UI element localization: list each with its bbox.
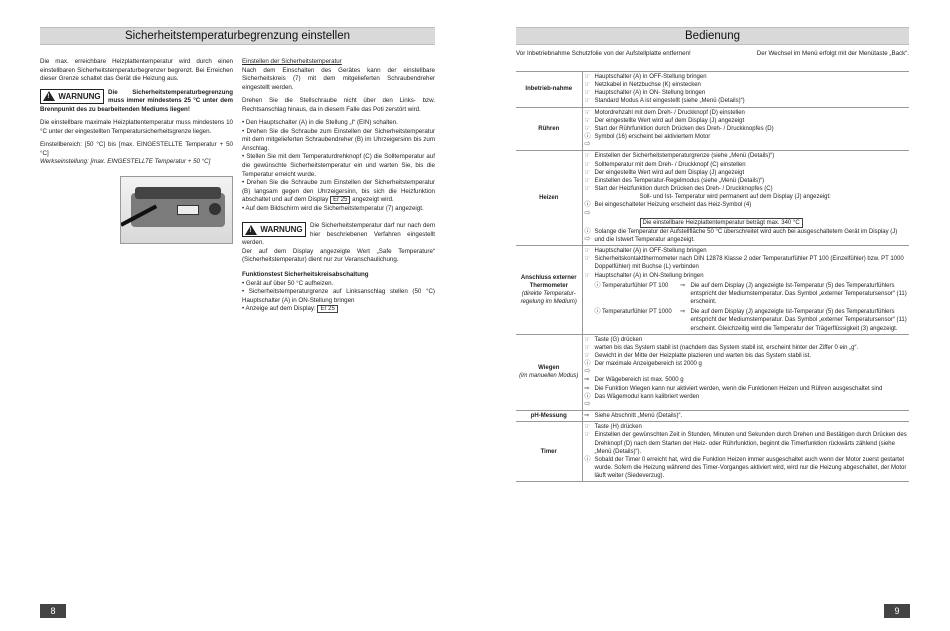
list-item: ☞ Hauptschalter (A) in ON- Stellung bringen <box>584 90 706 97</box>
section-content <box>582 72 909 108</box>
section-content <box>582 246 909 335</box>
list-item: • Sicherheitstemperaturgrenze auf Linksanschlag stellen (50 °C) Hauptschalter (A) in ON-Stellung bringen <box>242 288 435 304</box>
list-item: ⇨ Siehe Abschnitt „Menü (Details)“. <box>584 413 683 420</box>
pointing-hand-icon: ☞ <box>584 74 590 80</box>
intro-text-a: Vor Inbetriebnahme Schutzfolie von der Aufstellplatte entfernen! <box>516 50 691 57</box>
list-item: Die einstellbare Heizplattentemperatur beträgt max. 340 °C <box>585 218 908 228</box>
arrow-icon: ⇨ <box>584 385 590 392</box>
setup-intro: Nach dem Einschalten des Gerätes kann der einstellbare Sicherheitskreis (7) mit dem mitgelieferten Schraubendreher eingestellt werden. <box>242 66 435 91</box>
pointing-hand-icon: ☞ <box>584 177 590 184</box>
pointing-hand-icon: ☞ <box>584 272 590 279</box>
section-content <box>582 107 909 151</box>
pointing-hand-icon: ☞ <box>584 336 590 343</box>
list-item: ☞ Einstellen der gewünschten Zeit in Stunden, Minuten und Sekunden durch Drehen und Bestätigen durch Drücken des Drehknopf (D) nach dem Starten der Heiz- oder Rührfunktion, beginnt die Timerfunktion rückwärts zählend (siehe „Menü (Details)“). <box>584 432 907 455</box>
section-label: pH-Messung <box>516 411 582 422</box>
section-title: Bedienung <box>685 30 740 42</box>
pointing-hand-icon: ☞ <box>584 169 590 176</box>
section-content <box>582 151 909 246</box>
list-item: ☞ Standard Modus A ist eingestellt (siehe „Menü (Details)“) <box>584 98 745 105</box>
section-label: Heizen <box>516 151 582 246</box>
warning-text-2: Die Sicherheitstemperatur darf nur nach dem hier beschriebenen Verfahren eingestellt werden. <box>242 222 435 247</box>
pointing-hand-icon: ☞ <box>584 432 590 439</box>
list-item: ☞ Hauptschalter (A) in OFF-Stellung bringen <box>584 74 707 80</box>
pointing-hand-icon: ☞ <box>584 98 590 105</box>
arrow-icon: ⇨ <box>680 282 686 289</box>
list-item: ⇨ Die Funktion Wiegen kann nur aktiviert werden, wenn die Funktionen Heizen und Rühren ausgeschaltet sind <box>584 385 883 392</box>
list-item: ☞ Start der Rührfunktion durch Drücken des Dreh- / Druckknopfes (D) <box>584 125 774 132</box>
list-item: ⓘ Sobald der Timer 0 erreicht hat, wird die Funktion Heizen immer ausgeschaltet auch wenn der Motor zuerst gestartet wurde. Sofern die Heizung während des Timer-Vorganges aktiviert wird, wird nur die Heizung abgeschaltet, der Motor läuft weiter (Siedeverzug). <box>584 456 907 480</box>
range-text: Einstellbereich: [50 °C] bis [max. EINGESTELLTE Temperatur + 50 °C] <box>40 141 233 157</box>
info-icon: ⓘ ⇨ <box>584 228 591 243</box>
list-item: ⇨ Der Wägebereich ist max. 5000 g <box>584 377 684 384</box>
list-item: ☞ Einstellen des Temperatur-Regelmodus (siehe „Menü (Details)“) <box>584 177 765 184</box>
warning-block-2 <box>242 222 435 248</box>
list-item: ☞ Taste (H) drücken <box>584 424 642 431</box>
arrow-icon <box>630 193 640 201</box>
section-content <box>582 422 909 482</box>
list-item: ⓘ ⇨ Solange die Temperatur der Aufstellfläche 50 °C überschreitet wird auch bei ausgeschaltetem Gerät im Display (J) und die Istwert Temperatur angezeigt. <box>584 228 898 243</box>
display-readout: Er 25 <box>317 305 337 313</box>
max-temp-paragraph: Die einstellbare maximale Heizplattentemperatur muss mindestens 10 °C unter der eingestellten Temperatursicherheitsgrenze liegen. <box>40 119 233 135</box>
list-item: Soll- und Ist- Temperatur wird permanent auf dem Display (J) angezeigt: <box>585 193 908 201</box>
intro-paragraph: Die max. erreichbare Heizplattentemperatur wird durch einen einstellbaren Sicherheitstemperaturbegrenzer begrenzt. Bei Erreichen dieser Grenze schaltet das Gerät die Heizung aus. <box>40 58 233 83</box>
safe-temp-paragraph: Der auf dem Display angezeigte Wert „Safe Temperature“ (Sicherheitstemperatur) dient nur zur Veranschaulichung. <box>242 247 435 264</box>
table-row <box>516 151 909 246</box>
sensor-row: ⓘ Temperaturfühler PT 1000 ⇨ Die auf dem Display (J) angezeigte Ist-Temperatur (5) des Temperaturfühlers entspricht der Mediumstemperatur. Das Symbol „externer Temperatursensor“ (11) erscheint. Gleichzeitig wird die Temperatur der Trägerflüssigkeit (3) angezeigt. <box>594 309 907 332</box>
table-row <box>516 422 909 482</box>
pointing-hand-icon: ☞ <box>584 125 590 132</box>
list-item: ☞ Gewicht in der Mitte der Heizplatte plazieren und warten bis das System stabil ist. <box>584 353 811 359</box>
list-item: • Auf dem Bildschirm wird die Sicherheitstemperatur (7) angezeigt. <box>242 204 424 212</box>
table-row <box>516 72 909 108</box>
intro-line <box>516 50 909 59</box>
section-label: Wiegen (im manuellen Modus) <box>516 334 582 410</box>
pointing-hand-icon: ☞ <box>584 161 590 168</box>
list-item: ☞ Sicherheitskontaktthermometer nach DIN 12878 Klasse 2 oder Temperaturfühler PT 100 (Einzelfühler) bzw. PT 1000 Doppelfühler) mit Buchse (L) verbinden <box>584 256 904 271</box>
arrow-icon: ⇨ <box>584 377 590 384</box>
section-label: Anschluss externer Thermometer (direkte Temperatur-regelung im Medium) <box>516 246 582 335</box>
page-number: 9 <box>884 604 910 618</box>
pointing-hand-icon: ☞ <box>584 109 590 116</box>
list-item: • Anzeige auf dem Display: Er 25 <box>242 305 435 314</box>
list-item: • Drehen Sie die Schraube zum Einstellen der Sicherheitstemperatur mit dem mitgelieferten Schraubendreher (B) im Uhrzeigersinn bis zum Anschlag. <box>242 127 435 152</box>
page-number: 8 <box>40 604 66 618</box>
list-item: ☞ Taste (G) drücken <box>584 336 643 343</box>
pointing-hand-icon: ☞ <box>584 153 590 160</box>
warning-text-1: Die Sicherheitstemperaturbegrenzung muss immer mindestens 25 °C unter dem Brennpunkt des zu bearbeitenden Mediums liegen! <box>40 88 233 113</box>
list-item: ☞ Motordrehzahl mit dem Dreh- / Druckknopf (D) einstellen <box>584 109 745 116</box>
right-page <box>475 0 950 631</box>
list-item: ☞ Netzkabel in Netzbuchse (K) einstecken <box>584 82 701 89</box>
pointing-hand-icon: ☞ <box>584 248 590 255</box>
pointing-hand-icon: ☞ <box>584 186 590 193</box>
list-item: ⓘ ⇨ Der maximale Anzeigebereich ist 2000 g <box>584 361 702 376</box>
pointing-hand-icon: ☞ <box>584 424 590 431</box>
section-label: Rühren <box>516 107 582 151</box>
test-heading: Funktionstest Sicherheitskreisabschaltung <box>242 271 369 279</box>
list-item: ☞ Hauptschalter (A) in OFF-Stellung bringen <box>584 248 707 255</box>
list-item: • Drehen Sie die Schraube zum Einstellen der Sicherheitstemperatur (B) langsam gegen den Uhrzeigersinn, bis sich die Heizfunktion abschaltet und auf dem Display Er 25 angezeigt wird. <box>242 179 435 204</box>
device-illustration <box>120 176 233 244</box>
arrow-icon: ⇨ <box>584 413 590 420</box>
table-row <box>516 411 909 422</box>
list-item: ⓘ ⇨ Das Wägemodul kann kalibriert werden <box>584 393 700 408</box>
arrow-icon <box>630 218 640 228</box>
table-row <box>516 246 909 335</box>
list-item: ☞ warten bis das System stabil ist (nachdem das System stabil ist, erscheint hinter der Ziffer 0 ein „g“. <box>584 344 859 351</box>
warning-badge: ! WARNUNG <box>40 89 104 104</box>
pointing-hand-icon: ☞ <box>584 90 590 97</box>
steps-list <box>242 119 435 213</box>
info-icon: ⓘ <box>584 456 591 463</box>
list-item: • Stellen Sie mit dem Temperaturdrehknopf (C) die Solltemperatur auf die gewünschte Sicherheitstemperatur ein und warten Sie, bis die Temperatur erreicht wurde. <box>242 153 435 178</box>
setup-heading: Einstellen der Sicherheitstemperatur <box>242 58 342 65</box>
section-title-bar <box>516 27 909 45</box>
list-item: • Gerät auf über 50 °C aufheizen. <box>242 279 334 287</box>
pointing-hand-icon: ☞ <box>584 82 590 89</box>
info-icon: ⓘ ⇨ <box>584 134 591 149</box>
section-label: Timer <box>516 422 582 482</box>
setup-warning-paragraph: Drehen Sie die Stellschraube nicht über den Links- bzw. Rechtsanschlag hinaus, da in diesem Falle das Poti zerstört wird. <box>242 97 435 113</box>
list-item: ⓘ ⇨ Bei eingeschalteter Heizung erscheint das Heiz-Symbol (4) <box>584 202 752 217</box>
right-column <box>242 58 435 314</box>
sensor-row: ⓘ Temperaturfühler PT 100 ⇨ Die auf dem Display (J) angezeigte Ist-Temperatur (5) des Temperaturfühlers entspricht der Mediumstemperatur. Das Symbol „externer Temperatursensor“ (11) erscheint. <box>594 282 907 306</box>
arrow-icon: ⇨ <box>680 309 686 316</box>
section-label: Inbetrieb-nahme <box>516 72 582 108</box>
warning-block-1 <box>40 89 233 115</box>
section-content <box>582 334 909 410</box>
warning-badge: ! WARNUNG <box>242 222 306 237</box>
list-item: • Den Hauptschalter (A) in die Stellung „I“ (EIN) schalten. <box>242 119 398 127</box>
pointing-hand-icon: ☞ <box>584 353 590 359</box>
list-item: ☞ Solltemperatur mit dem Dreh- / Druckknopf (C) einstellen <box>584 161 746 168</box>
info-icon: ⓘ ⇨ <box>584 361 591 376</box>
pointing-hand-icon: ☞ <box>584 256 590 263</box>
warning-icon <box>245 225 257 235</box>
pointing-hand-icon: ☞ <box>584 117 590 124</box>
list-item: ☞ Der eingestellte Wert wird auf dem Display (J) angezeigt <box>584 169 745 176</box>
operation-table <box>516 71 909 482</box>
table-row <box>516 107 909 151</box>
info-icon: ⓘ ⇨ <box>584 393 591 408</box>
list-item: ☞ Einstellen der Sicherheitstemperaturgrenze (siehe „Menü (Details)“) <box>584 153 775 160</box>
list-item: ⓘ ⇨ Symbol (16) erscheint bei aktiviertem Motor <box>584 134 711 149</box>
info-icon: ⓘ ⇨ <box>584 202 591 217</box>
factory-setting-text: Werkseinstellung: [max. EINGESTELLTE Temperatur + 50 °C] <box>40 158 211 166</box>
pointing-hand-icon: ☞ <box>584 344 590 351</box>
left-column <box>40 58 233 167</box>
section-title: Sicherheitstemperaturbegrenzung einstellen <box>124 30 351 42</box>
display-readout: Er 25 <box>330 196 350 204</box>
list-item: ☞ Start der Heizfunktion durch Drücken des Dreh- / Druckknopfes (C) <box>584 186 773 193</box>
warning-icon <box>43 91 55 101</box>
intro-text-b: Der Wechsel im Menü erfolgt mit der Menütaste „Back“. <box>756 50 909 57</box>
list-item: ☞ Hauptschalter (A) in ON-Stellung bringen <box>584 272 704 279</box>
section-content <box>582 411 909 422</box>
table-row <box>516 334 909 410</box>
list-item: ☞ Der eingestellte Wert wird auf dem Display (J) angezeigt <box>584 117 745 124</box>
section-title-bar <box>40 27 435 45</box>
